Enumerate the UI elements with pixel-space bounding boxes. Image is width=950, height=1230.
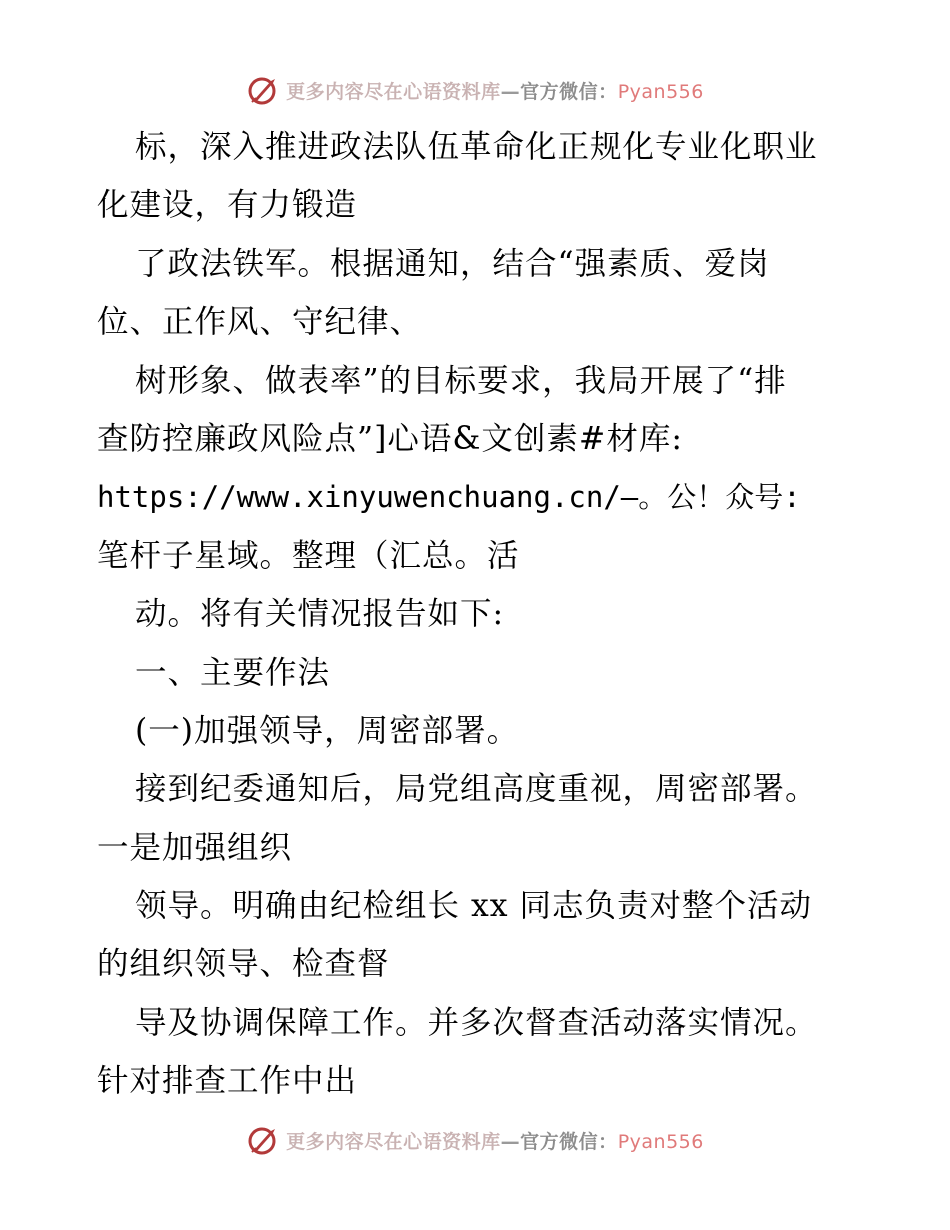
footer-site-name: 更多内容尽在心语资料库 (286, 1130, 501, 1153)
body-line-4: 位、正作风、守纪律、 (97, 304, 423, 341)
body-line-15: 的组织领导、检查督 (97, 946, 390, 983)
header-banner-text (286, 77, 704, 104)
quill-pen-logo-icon (246, 1123, 280, 1157)
body-line-2: 化建设，有力锻造 (97, 187, 358, 224)
body-line-16: 导及协调保障工作。并多次督查活动落实情况。 (135, 1004, 818, 1041)
quill-pen-logo-icon (246, 73, 280, 107)
footer-banner-text (286, 1127, 704, 1154)
document-body (97, 118, 867, 1111)
body-line-14: 领导。明确由纪检组长 xx 同志负责对整个活动 (135, 888, 813, 925)
body-line-12: 接到纪委通知后，局党组高度重视，周密部署。 (135, 771, 818, 808)
body-line-5: 树形象、做表率”的目标要求，我局开展了“排 (135, 362, 787, 399)
body-line-9: 动。将有关情况报告如下: (135, 596, 505, 633)
header-wechat-label: 官方微信： (520, 80, 618, 103)
footer-banner (0, 1120, 950, 1160)
body-line-3: 了政法铁军。根据通知，结合“强素质、爱岗 (135, 245, 770, 282)
body-line-13: 一是加强组织 (97, 829, 293, 866)
subsection-heading-1: (一)加强领导，周密部署。 (135, 712, 520, 749)
body-line-8: 笔杆子星域。整理（汇总。活 (97, 537, 520, 574)
body-line-6: 查防控廉政风险点”]心语&文创素#材库: (97, 420, 683, 457)
footer-wechat-label: 官方微信： (520, 1130, 618, 1153)
body-line-17: 针对排查工作中出 (97, 1063, 358, 1100)
footer-separator: — (500, 1130, 521, 1153)
body-line-1: 标，深入推进政法队伍革命化正规化专业化职业 (135, 129, 818, 165)
header-separator: — (500, 80, 521, 103)
footer-wechat-id: Pyan556 (617, 1130, 704, 1153)
header-site-name: 更多内容尽在心语资料库 (286, 80, 501, 103)
body-line-7-url: https://www.xinyuwenchuang.cn/—。公！众号: (97, 480, 801, 515)
section-heading-1: 一、主要作法 (135, 654, 331, 691)
header-wechat-id: Pyan556 (617, 80, 704, 103)
header-banner (0, 70, 950, 110)
